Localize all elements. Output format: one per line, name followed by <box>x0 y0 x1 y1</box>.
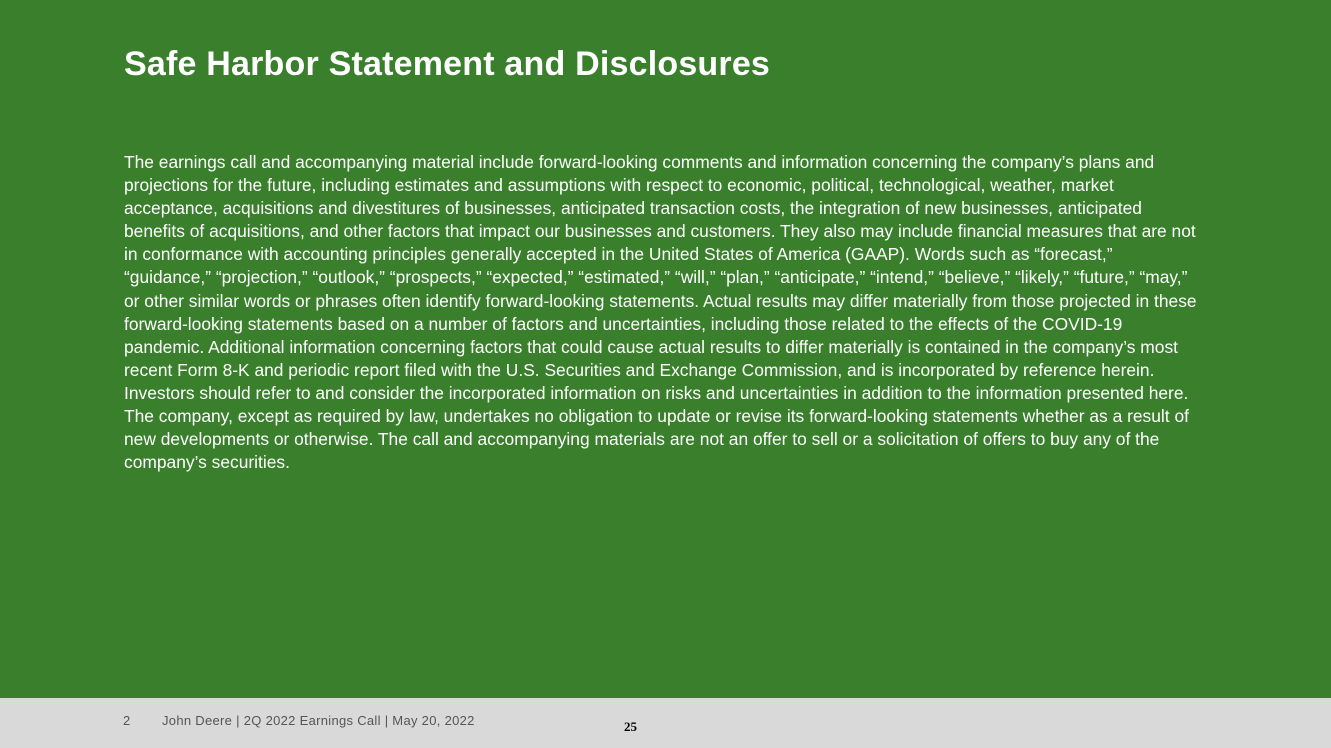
footer-caption: John Deere | 2Q 2022 Earnings Call | May 20, 2022 <box>162 713 475 728</box>
safe-harbor-body: The earnings call and accompanying material include forward-looking comments and information concerning the company’s plans and projections for the future, including estimates and assumptions with respect to economic, political, technological, weather, market acceptance, acquisitions and divestitures of businesses, anticipated transaction costs, the integration of new businesses, anticipated benefits of acquisitions, and other factors that impact our businesses and customers. They also may include financial measures that are not in conformance with accounting principles generally accepted in the United States of America (GAAP). Words such as “forecast,” “guidance,” “projection,” “outlook,” “prospects,” “expected,” “estimated,” “will,” “plan,” “anticipate,” “intend,” “believe,” “likely,” “future,” “may,” or other similar words or phrases often identify forward-looking statements. Actual results may differ materially from those projected in these forward-looking statements based on a number of factors and uncertainties, including those related to the effects of the COVID-19 pandemic. Additional information concerning factors that could cause actual results to differ materially is contained in the company’s most recent Form 8-K and periodic report filed with the U.S. Securities and Exchange Commission, and is incorporated by reference herein. Investors should refer to and consider the incorporated information on risks and uncertainties in addition to the information presented here. The company, except as required by law, undertakes no obligation to update or revise its forward-looking statements whether as a result of new developments or otherwise. The call and accompanying materials are not an offer to sell or a solicitation of offers to buy any of the company’s securities. <box>124 152 1197 473</box>
footer-bar <box>0 698 1331 748</box>
slide-number: 2 <box>123 713 131 728</box>
slide-title: Safe Harbor Statement and Disclosures <box>124 45 771 83</box>
page-number: 25 <box>624 719 637 734</box>
